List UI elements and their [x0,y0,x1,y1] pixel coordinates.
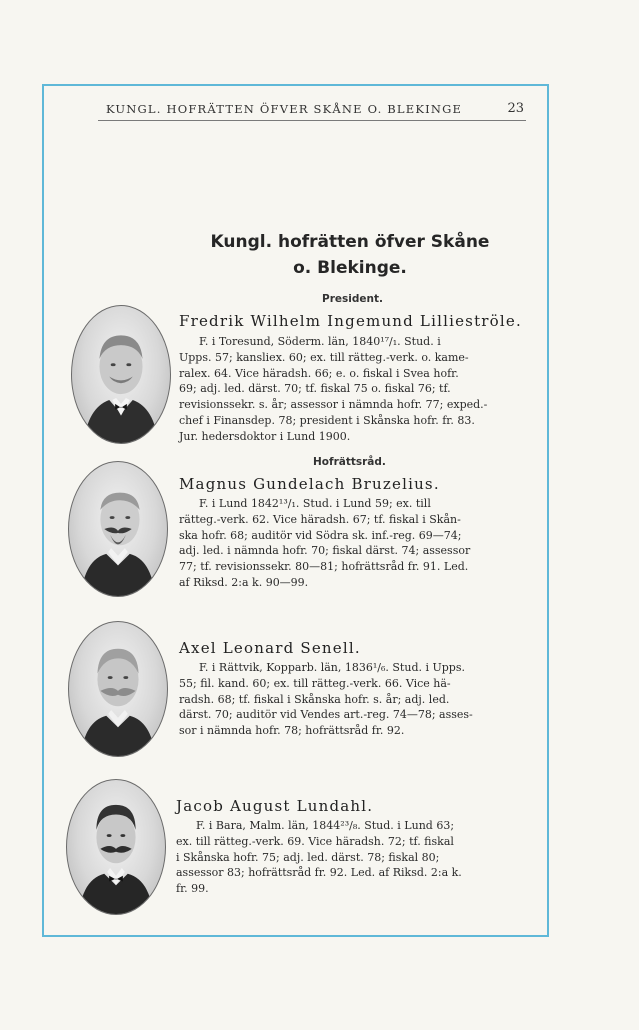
bio-line: Jur. hedersdoktor i Lund 1900. [179,429,351,443]
entry-bio [179,496,525,591]
entry-bruzelius [179,474,525,591]
entry-bio [176,818,522,897]
section-label-president: President. [322,293,383,305]
bio-line: assessor 83; hofrättsråd fr. 92. Led. af Riksd. 2:a k. [176,866,462,880]
bio-line: chef i Finansdep. 78; president i Skånska hofr. fr. 83. [179,413,475,427]
entry-name: Jacob August Lundahl. [176,797,374,815]
section-label-hofrattsrad: Hofrättsråd. [313,456,386,468]
bio-line: F. i Bara, Malm. län, 1844²³/₈. Stud. i Lund 63; [196,819,455,832]
bio-line: 55; fil. kand. 60; ex. till rätteg.-verk. 66. Vice hä- [179,676,451,690]
entry-lundahl [176,796,522,897]
bio-line: 69; adj. led. därst. 70; tf. fiskal 75 o. fiskal 76; tf. [179,382,451,396]
page-title-line-1: Kungl. hofrätten öfver Skåne [210,232,490,252]
bio-line: Upps. 57; kansliex. 60; ex. till rätteg.-verk. o. kame- [179,350,469,364]
header-rule [98,120,526,121]
portrait-lillieströle [71,305,171,444]
entry-bio [179,660,525,739]
bio-line: 77; tf. revisionssekr. 80—81; hofrättsråd fr. 91. Led. [179,560,469,574]
bio-line: af Riksd. 2:a k. 90—99. [179,575,309,589]
entry-lillieströle [179,311,525,445]
bio-line: adj. led. i nämnda hofr. 70; fiskal därst. 74; assessor [179,544,471,558]
bio-line: i Skånska hofr. 75; adj. led. därst. 78; fiskal 80; [176,850,440,864]
portrait-bruzelius-figure [69,462,167,596]
page-number: 23 [507,101,524,116]
entry-bio [179,334,525,445]
page-title [180,229,520,281]
portrait-lundahl-figure [67,780,165,914]
running-head [106,102,524,116]
bio-line: F. i Rättvik, Kopparb. län, 1836¹/₆. Stud. i Upps. [199,661,465,674]
entry-name: Fredrik Wilhelm Ingemund Lillieströle. [179,312,522,330]
bio-line: ralex. 64. Vice häradsh. 66; e. o. fiskal i Svea hofr. [179,366,459,380]
bio-line: sor i nämnda hofr. 78; hofrättsråd fr. 92. [179,724,405,738]
portrait-senell [68,621,168,757]
portrait-bruzelius [68,461,168,597]
portrait-lillieströle-figure [72,306,170,443]
portrait-lundahl [66,779,166,915]
portrait-senell-figure [69,622,167,756]
bio-line: radsh. 68; tf. fiskal i Skånska hofr. s. år; adj. led. [179,692,450,706]
bio-line: därst. 70; auditör vid Vendes art.-reg. 74—78; asses- [179,708,473,722]
entry-name: Magnus Gundelach Bruzelius. [179,475,440,493]
entry-name: Axel Leonard Senell. [179,639,361,657]
bio-line: F. i Lund 1842¹³/₁. Stud. i Lund 59; ex. till [199,497,431,510]
running-head-text: KUNGL. HOFRÄTTEN ÖFVER SKÅNE O. BLEKINGE [106,102,463,116]
bio-line: ex. till rätteg.-verk. 69. Vice häradsh. 72; tf. fiskal [176,834,454,848]
bio-line: ska hofr. 68; auditör vid Södra sk. inf.-reg. 69—74; [179,528,462,542]
entry-senell [179,638,525,739]
bio-line: revisionssekr. s. år; assessor i nämnda hofr. 77; exped.- [179,398,488,412]
bio-line: F. i Toresund, Söderm. län, 1840¹⁷/₁. Stud. i [199,335,441,348]
bio-line: rätteg.-verk. 62. Vice häradsh. 67; tf. fiskal i Skån- [179,512,461,526]
page-title-line-2: o. Blekinge. [293,258,407,278]
bio-line: fr. 99. [176,882,209,896]
